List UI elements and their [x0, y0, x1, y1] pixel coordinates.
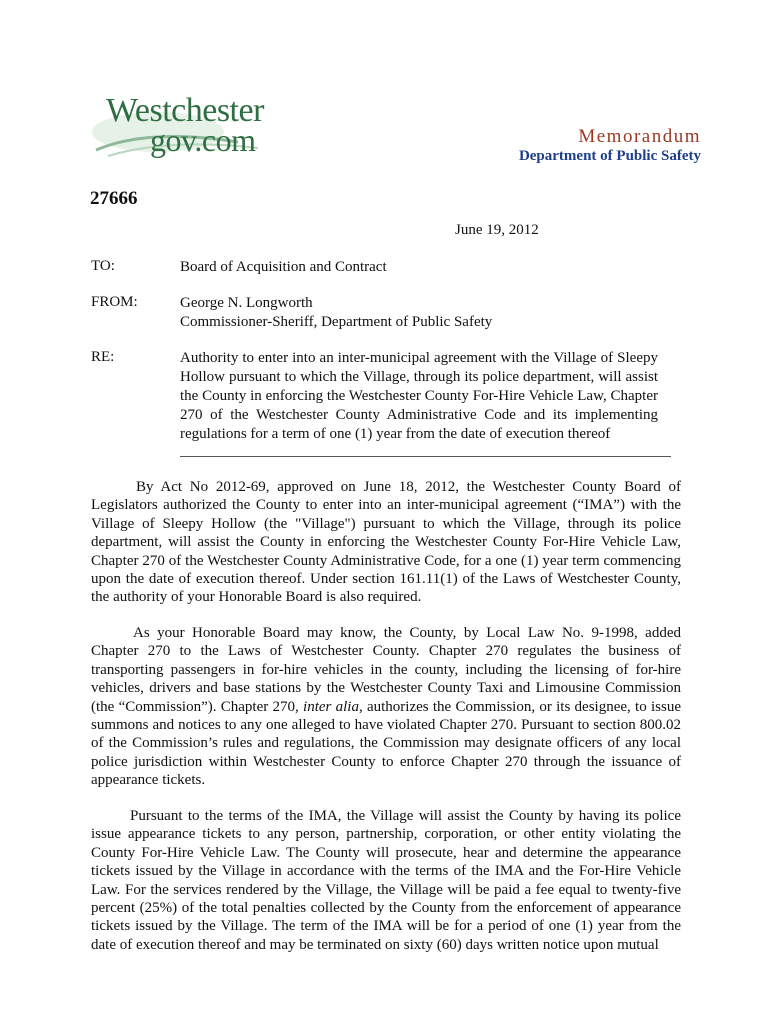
department-name: Department of Public Safety	[518, 148, 701, 164]
re-subject: Authority to enter into an inter-municipal agreement with the Village of Sleepy Hollow pursuant to which the Village, through its police department, will assist the County in enforcing the Westchester County For-Hire Vehicle Law, Chapter 270 of the Westchester County Administrative Code and its implementing regulations for a term of one (1) year from the date of execution thereof	[180, 350, 658, 442]
memorandum-heading: Memorandum	[578, 126, 701, 147]
westchester-logo	[88, 94, 278, 164]
document-number: 27666	[90, 188, 138, 209]
paragraph-3	[91, 807, 681, 954]
logo-text-line1: Westchester	[106, 92, 264, 129]
paragraph-1	[91, 478, 681, 607]
paragraph-2-text-a: As your Honorable Board may know, the County, by Local Law No. 9-1998, added Chapter 270 to the Laws of Westchester County. Chapter 270 regulates the business of transporting passengers in for-hire vehicles in the county, including the licensing of for-hire vehicles, drivers and base stations by the Westchester County Taxi and Limousine Commission (the “Commission”). Chapter 270,	[91, 625, 681, 715]
re-label: RE:	[91, 349, 115, 365]
paragraph-1-text: By Act No 2012-69, approved on June 18, 2012, the Westchester County Board of Legislators authorized the County to enter into an inter-municipal agreement (“IMA”) with the Village of Sleepy Hollow (the "Village") pursuant to which the Village, through its police department, will assist the County in enforcing the Westchester County For-Hire Vehicle Law, Chapter 270 of the Westchester County Administrative Code, for a one (1) year term commencing upon the date of execution thereof. Under section 161.11(1) of the Laws of Westchester County, the authority of your Honorable Board is also required.	[91, 479, 681, 606]
paragraph-2-italic: inter alia	[303, 698, 359, 715]
to-label: TO:	[91, 258, 115, 274]
to-value: Board of Acquisition and Contract	[180, 259, 387, 275]
paragraph-2-text-b: , authorizes the Commission, or its designee, to issue summons and notices to any one alleged to have violated Chapter 270. Pursuant to section 800.02 of the Commission’s rules and regulations, the Commission may designate officers of any local police jurisdiction within Westchester County to enforce Chapter 270 through the issuance of appearance tickets.	[91, 698, 681, 789]
header-divider	[180, 456, 671, 457]
paragraph-3-text: Pursuant to the terms of the IMA, the Village will assist the County by having its police issue appearance tickets to any person, partnership, corporation, or other entity violating the County For-Hire Vehicle Law. The County will prosecute, hear and determine the appearance tickets issued by the Village in accordance with the terms of the IMA and the For-Hire Vehicle Law. For the services rendered by the Village, the Village will be paid a fee equal to twenty-five percent (25%) of the total penalties collected by the County from the enforcement of appearance tickets issued by the Village. The term of the IMA will be for a period of one (1) year from the date of execution thereof and may be terminated on sixty (60) days written notice upon mutual	[91, 808, 681, 953]
from-label: FROM:	[91, 294, 138, 310]
from-title: Commissioner-Sheriff, Department of Public Safety	[180, 314, 493, 330]
paragraph-2	[91, 624, 681, 790]
memo-date: June 19, 2012	[455, 222, 539, 238]
logo-text-line2: gov.com	[150, 122, 256, 158]
from-name: George N. Longworth	[180, 295, 313, 311]
